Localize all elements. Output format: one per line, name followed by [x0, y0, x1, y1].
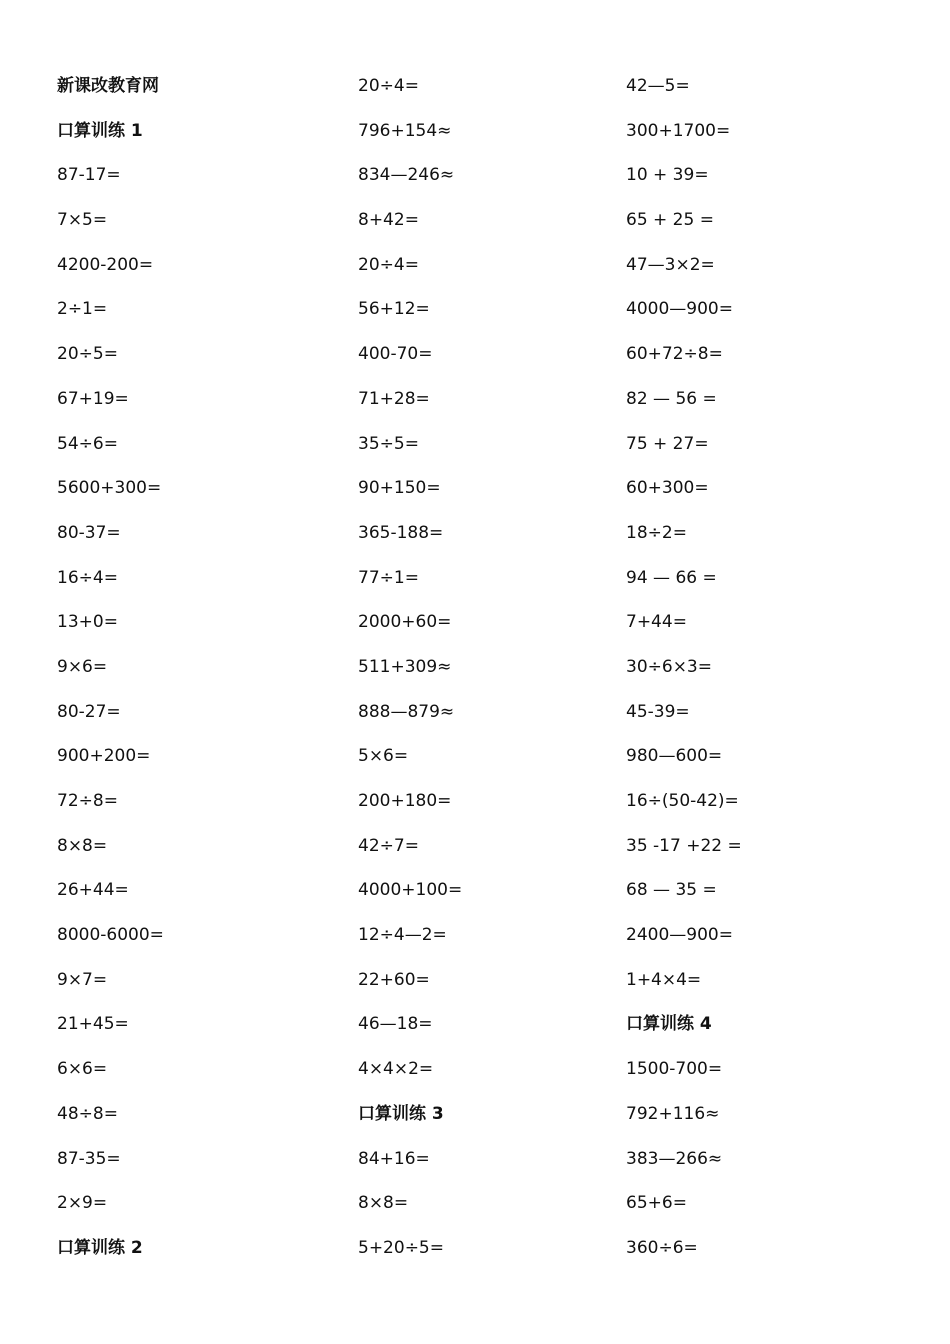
arithmetic-problem: 383—266≈: [626, 1148, 723, 1169]
arithmetic-problem: 4000—900=: [626, 299, 733, 320]
arithmetic-problem: 84+16=: [358, 1148, 430, 1169]
arithmetic-problem: 9×7=: [57, 969, 108, 990]
arithmetic-problem: 4×4×2=: [358, 1059, 434, 1080]
arithmetic-problem: 18÷2=: [626, 522, 687, 543]
arithmetic-problem: 9×6=: [57, 656, 108, 677]
arithmetic-problem: 200+180=: [358, 791, 452, 811]
arithmetic-problem: 5600+300=: [57, 478, 162, 499]
arithmetic-problem: 900+200=: [57, 746, 151, 767]
arithmetic-problem: 5+20÷5=: [358, 1237, 444, 1258]
arithmetic-problem: 46—18=: [358, 1014, 433, 1035]
arithmetic-problem: 87-35=: [57, 1148, 121, 1169]
arithmetic-problem: 4200-200=: [57, 254, 154, 275]
arithmetic-problem: 20÷4=: [358, 76, 419, 96]
arithmetic-problem: 2400—900=: [626, 925, 733, 946]
arithmetic-problem: 2÷1=: [57, 299, 108, 320]
arithmetic-problem: 26+44=: [57, 880, 129, 901]
arithmetic-problem: 1500-700=: [626, 1059, 723, 1080]
arithmetic-problem: 20÷5=: [57, 344, 118, 365]
arithmetic-problem: 16÷(50-42)=: [626, 791, 739, 811]
arithmetic-problem: 8×8=: [358, 1193, 409, 1214]
section-heading: 口算训练 1: [57, 120, 143, 141]
arithmetic-problem: 7+44=: [626, 612, 687, 633]
arithmetic-problem: 35÷5=: [358, 433, 419, 454]
arithmetic-problem: 300+1700=: [626, 120, 731, 141]
arithmetic-problem: 400-70=: [358, 344, 433, 365]
column-2: [358, 68, 638, 1275]
arithmetic-problem: 75 + 27=: [626, 433, 709, 454]
arithmetic-problem: 21+45=: [57, 1014, 129, 1035]
arithmetic-problem: 45-39=: [626, 701, 690, 722]
arithmetic-problem: 90+150=: [358, 478, 441, 499]
arithmetic-problem: 13+0=: [57, 612, 118, 633]
column-3: [626, 68, 906, 1275]
section-heading: 口算训练 3: [358, 1103, 444, 1124]
section-heading: 口算训练 4: [626, 1014, 712, 1035]
section-heading: 口算训练 2: [57, 1237, 143, 1258]
arithmetic-problem: 5×6=: [358, 746, 409, 767]
arithmetic-problem: 8000-6000=: [57, 925, 164, 946]
arithmetic-problem: 8+42=: [358, 210, 419, 231]
arithmetic-problem: 48÷8=: [57, 1103, 118, 1124]
arithmetic-problem: 2×9=: [57, 1193, 108, 1214]
arithmetic-problem: 35 -17 +22 =: [626, 835, 742, 856]
arithmetic-problem: 12÷4—2=: [358, 925, 447, 946]
arithmetic-problem: 20÷4=: [358, 254, 419, 275]
arithmetic-problem: 42—5=: [626, 76, 690, 96]
arithmetic-problem: 1+4×4=: [626, 969, 702, 990]
arithmetic-problem: 67+19=: [57, 388, 129, 409]
arithmetic-problem: 71+28=: [358, 388, 430, 409]
column-1: [57, 68, 337, 1275]
arithmetic-problem: 6×6=: [57, 1059, 108, 1080]
arithmetic-problem: 980—600=: [626, 746, 723, 767]
arithmetic-problem: 42÷7=: [358, 835, 419, 856]
arithmetic-problem: 365-188=: [358, 522, 444, 543]
arithmetic-problem: 54÷6=: [57, 433, 118, 454]
arithmetic-problem: 60+72÷8=: [626, 344, 723, 365]
arithmetic-problem: 16÷4=: [57, 567, 118, 588]
arithmetic-problem: 511+309≈: [358, 656, 452, 677]
arithmetic-problem: 65+6=: [626, 1193, 687, 1214]
arithmetic-problem: 82 — 56 =: [626, 388, 717, 409]
arithmetic-problem: 72÷8=: [57, 791, 118, 811]
section-heading: 新课改教育网: [57, 76, 159, 96]
arithmetic-problem: 22+60=: [358, 969, 430, 990]
arithmetic-problem: 360÷6=: [626, 1237, 698, 1258]
arithmetic-problem: 4000+100=: [358, 880, 463, 901]
arithmetic-problem: 834—246≈: [358, 165, 455, 186]
arithmetic-problem: 56+12=: [358, 299, 430, 320]
arithmetic-problem: 30÷6×3=: [626, 656, 712, 677]
arithmetic-problem: 68 — 35 =: [626, 880, 717, 901]
arithmetic-problem: 796+154≈: [358, 120, 452, 141]
arithmetic-problem: 8×8=: [57, 835, 108, 856]
arithmetic-problem: 10 + 39=: [626, 165, 709, 186]
arithmetic-problem: 2000+60=: [358, 612, 452, 633]
arithmetic-problem: 80-37=: [57, 522, 121, 543]
arithmetic-problem: 94 — 66 =: [626, 567, 717, 588]
arithmetic-problem: 80-27=: [57, 701, 121, 722]
arithmetic-problem: 7×5=: [57, 210, 108, 231]
arithmetic-problem: 60+300=: [626, 478, 709, 499]
arithmetic-problem: 77÷1=: [358, 567, 419, 588]
arithmetic-problem: 47—3×2=: [626, 254, 715, 275]
arithmetic-problem: 792+116≈: [626, 1103, 720, 1124]
arithmetic-problem: 87-17=: [57, 165, 121, 186]
arithmetic-problem: 888—879≈: [358, 701, 455, 722]
arithmetic-problem: 65 + 25 =: [626, 210, 714, 231]
